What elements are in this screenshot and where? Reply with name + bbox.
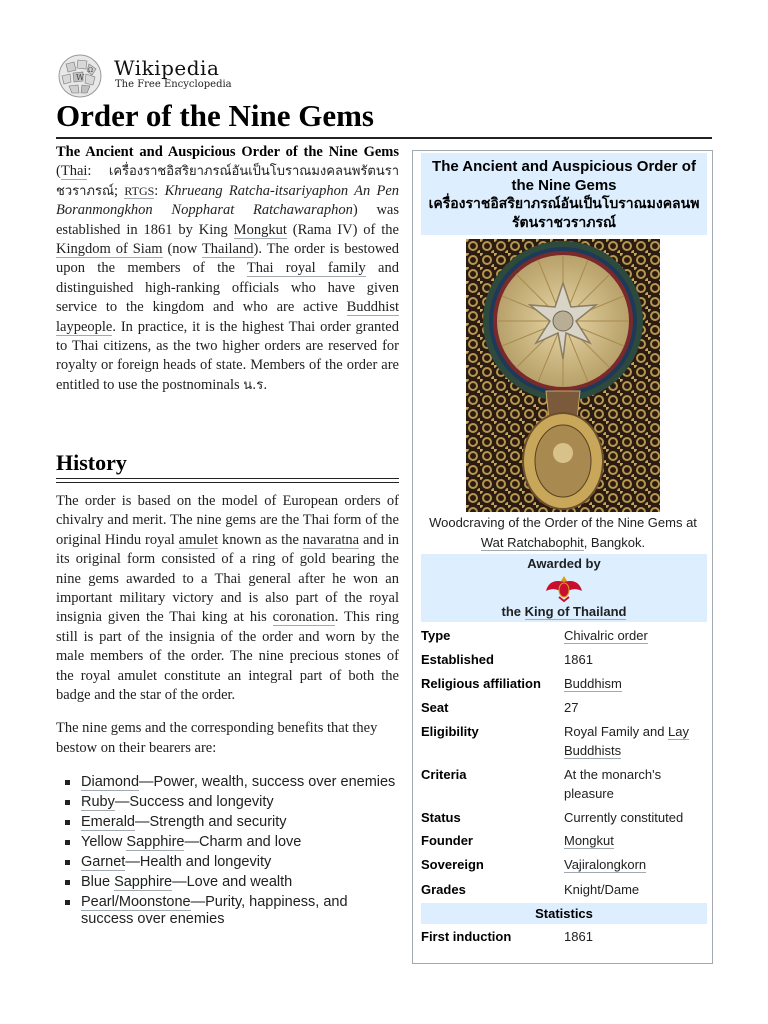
awarded-by-value xyxy=(421,603,707,621)
link-thai[interactable]: Thai xyxy=(60,163,88,180)
gem-link[interactable]: Emerald xyxy=(81,814,135,830)
link-mongkut[interactable]: Mongkut xyxy=(233,221,287,238)
gems-list xyxy=(56,774,399,931)
bullet-icon xyxy=(65,880,70,885)
wikipedia-wordmark[interactable]: Wikipedia xyxy=(114,56,220,80)
order-name: The Ancient and Auspicious Order of the Nine Gems xyxy=(56,144,399,160)
list-item xyxy=(56,834,399,851)
row-value xyxy=(564,626,709,645)
text-run: and in its original form consisted of a ring of gold bearing the nine gems awarded to a Thai general after he won an important military victory and is also part of the royal insignia given the Thai king at his xyxy=(56,531,399,626)
gem-link[interactable]: Pearl/Moonstone xyxy=(81,894,191,910)
link-kingdom-of-siam[interactable]: Kingdom of Siam xyxy=(56,241,163,258)
link-buddhism[interactable]: Buddhism xyxy=(564,676,622,691)
text-run: ( xyxy=(56,163,61,180)
text-run: : xyxy=(154,182,165,199)
wikipedia-globe-icon[interactable] xyxy=(56,54,104,98)
text-run: ) was established in 1861 by King xyxy=(56,202,399,238)
gem-link[interactable]: Diamond xyxy=(81,774,140,790)
bullet-icon xyxy=(65,840,70,845)
row-label: Type xyxy=(421,628,451,643)
bullet-icon xyxy=(65,800,70,805)
link-navaratna[interactable]: navaratna xyxy=(302,531,360,548)
intro-paragraph xyxy=(56,143,399,395)
gem-text: —Power, wealth, success over enemies xyxy=(139,774,396,790)
infobox xyxy=(412,150,713,964)
gem-text: —Success and longevity xyxy=(114,794,274,810)
gem-text: —Charm and love xyxy=(184,834,302,850)
row-label: Religious affiliation xyxy=(421,676,541,691)
list-item xyxy=(56,814,399,831)
text-run: ; xyxy=(114,182,125,199)
history-paragraph-1 xyxy=(56,492,399,705)
row-value xyxy=(564,722,709,760)
link-vajiralongkorn[interactable]: Vajiralongkorn xyxy=(564,857,647,872)
intro-section xyxy=(56,143,399,395)
text-run: the xyxy=(501,604,525,619)
link-wat-ratchabophit[interactable]: Wat Ratchabophit xyxy=(480,535,584,550)
row-value xyxy=(564,831,709,850)
row-value: At the monarch's pleasure xyxy=(564,767,662,801)
bullet-icon xyxy=(65,780,70,785)
list-item xyxy=(56,794,399,811)
infobox-title xyxy=(421,153,707,235)
row-label: Status xyxy=(421,810,461,825)
gem-text: —Health and longevity xyxy=(125,854,272,870)
text-run: and distinguished high-ranking officials who have given service to the kingdom and who are active xyxy=(56,260,399,316)
gem-text: —Love and wealth xyxy=(172,874,293,890)
order-insignia-image[interactable] xyxy=(466,239,660,512)
row-label: Eligibility xyxy=(421,724,479,739)
link-buddhist-laypeople[interactable]: Buddhist laypeople xyxy=(56,299,399,335)
text-run: ). The order is bestowed upon the members of the xyxy=(56,241,399,277)
row-value xyxy=(564,855,709,874)
row-value: 1861 xyxy=(564,929,593,944)
row-value: 27 xyxy=(564,700,579,715)
gem-link[interactable]: Sapphire xyxy=(126,834,185,850)
row-label: First induction xyxy=(421,929,512,944)
row-label: Seat xyxy=(421,700,449,715)
link-thai-royal-family[interactable]: Thai royal family xyxy=(246,260,366,277)
awarded-by-section xyxy=(421,554,707,622)
link-coronation[interactable]: coronation xyxy=(272,609,335,626)
infobox-title-english: The Ancient and Auspicious Order of the Nine Gems xyxy=(432,158,696,194)
list-item xyxy=(56,774,399,791)
text-run: The order is based on the model of European orders of chivalry and merit. The nine gems are the Thai form of the original Hindu royal xyxy=(56,493,399,548)
bullet-icon xyxy=(65,900,70,905)
text-run: known as the xyxy=(218,531,303,548)
text-run: Royal Family and xyxy=(564,724,669,739)
history-paragraph-2: The nine gems and the corresponding benefits that they bestow on their bearers are: xyxy=(56,720,378,756)
text-run: . In practice, it is the highest Thai order granted to Thai citizens, as the two higher orders are reserved for royalty or foreign heads of state. Members of the order are entitled to use the postnominals xyxy=(56,318,399,393)
history-divider xyxy=(56,478,399,483)
link-king-of-thailand[interactable]: King of Thailand xyxy=(524,604,627,619)
row-label: Criteria xyxy=(421,767,467,782)
text-run: : xyxy=(87,163,109,180)
infobox-title-thai: เครื่องราชอิสริยาภรณ์อันเป็นโบราณมงคลนพรัตนราชวราภรณ์ xyxy=(428,196,700,231)
gem-link[interactable]: Ruby xyxy=(81,794,115,810)
gem-prefix: Yellow xyxy=(81,834,127,850)
row-value: Currently constituted xyxy=(564,810,684,825)
link-amulet[interactable]: amulet xyxy=(178,531,219,548)
infobox-caption xyxy=(417,513,709,553)
wikipedia-tagline: The Free Encyclopedia xyxy=(115,79,232,90)
row-label: Established xyxy=(421,652,494,667)
row-value: Knight/Dame xyxy=(564,882,640,897)
text-run: Woodcraving of the Order of the Nine Gems at xyxy=(429,515,697,530)
postnominal: น.ร. xyxy=(243,377,268,393)
link-thailand[interactable]: Thailand xyxy=(201,241,254,258)
history-heading: History xyxy=(56,450,127,475)
row-value: 1861 xyxy=(564,652,593,667)
gem-text: —Purity, happiness, and success over enemies xyxy=(81,894,348,927)
link-rtgs[interactable]: RTGS xyxy=(124,183,155,198)
gem-prefix: Blue xyxy=(81,874,115,890)
text-run: (now xyxy=(162,241,202,258)
text-run: (Rama IV) of the xyxy=(286,221,399,238)
row-label: Sovereign xyxy=(421,857,484,872)
gem-link[interactable]: Garnet xyxy=(81,854,126,870)
history-section xyxy=(56,492,399,758)
link-chivalric-order[interactable]: Chivalric order xyxy=(564,628,648,643)
rtgs-name: Khrueang Ratcha-itsariyaphon An Pen Boranmongkhon Noppharat Ratchawaraphon xyxy=(56,182,400,219)
thai-name: เครื่องราชอิสริยาภรณ์อันเป็นโบราณมงคลนพรัตนราชวราภรณ์ xyxy=(56,164,399,199)
statistics-header: Statistics xyxy=(421,903,707,924)
list-item xyxy=(56,854,399,871)
gem-link[interactable]: Sapphire xyxy=(114,874,173,890)
svg-text:W: W xyxy=(76,73,85,82)
bullet-icon xyxy=(65,820,70,825)
list-item xyxy=(56,894,399,927)
bullet-icon xyxy=(65,860,70,865)
row-label: Founder xyxy=(421,833,473,848)
page-title: Order of the Nine Gems xyxy=(56,98,374,133)
title-divider xyxy=(56,137,712,139)
gem-text: —Strength and security xyxy=(135,814,287,830)
text-run: , Bangkok. xyxy=(583,535,646,550)
link-mongkut-infobox[interactable]: Mongkut xyxy=(564,833,614,848)
svg-text:Ω: Ω xyxy=(88,67,93,74)
list-item xyxy=(56,874,399,891)
row-label: Grades xyxy=(421,882,466,897)
garuda-emblem-icon[interactable] xyxy=(421,573,707,603)
awarded-by-label: Awarded by xyxy=(527,556,601,571)
text-run: . This ring still is part of the insignia of the order and worn by the male members of the order. The nine precious stones of the royal amulet constitute an integral part of both the badge and the star of the order. xyxy=(56,609,399,704)
link-lay-buddhists[interactable]: Lay Buddhists xyxy=(564,724,690,758)
row-value xyxy=(564,674,709,693)
